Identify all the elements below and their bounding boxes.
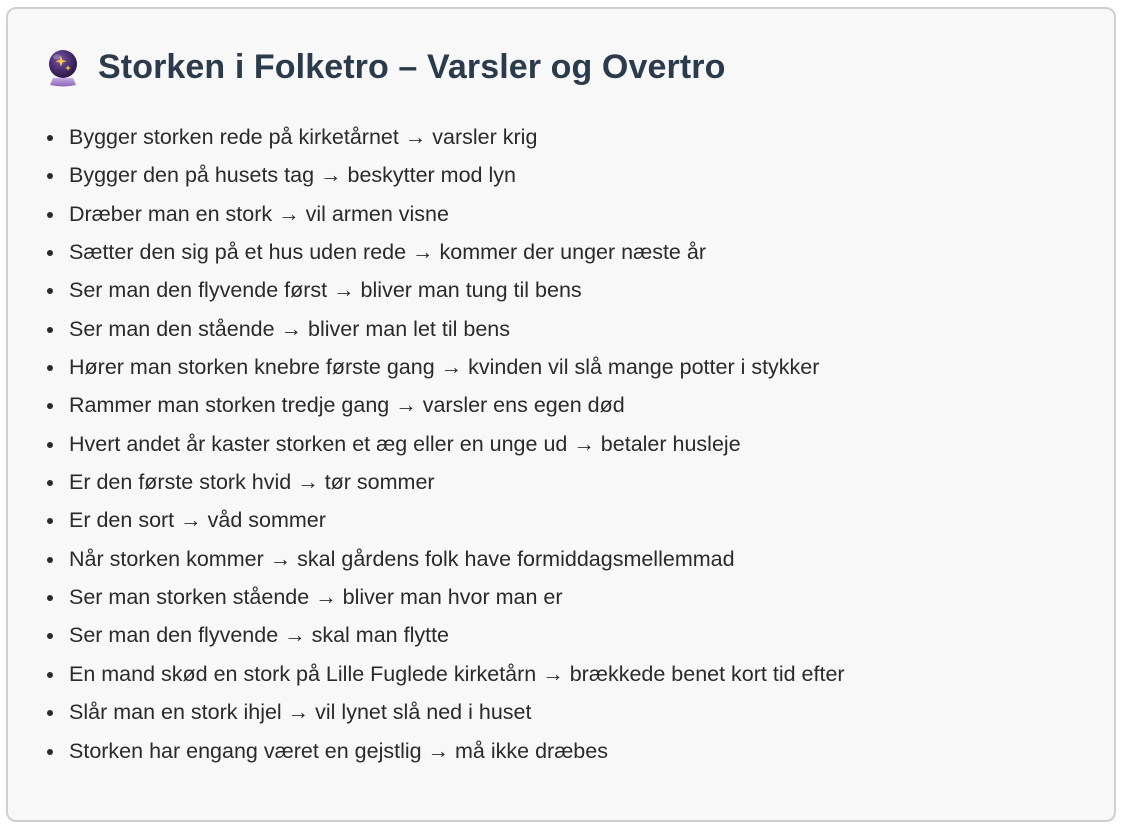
bullet — [47, 633, 53, 639]
bullet — [47, 327, 53, 333]
bullet — [47, 403, 53, 409]
list-item — [28, 233, 845, 271]
bullet — [47, 135, 53, 141]
bullet — [47, 288, 53, 294]
bullet — [47, 173, 53, 179]
bullet — [47, 749, 53, 755]
list-item-text: En mand skød en stork på Lille Fuglede kirketårn → brækkede benet kort tid efter — [69, 661, 845, 686]
list-item — [28, 195, 845, 233]
list-item-text: Slår man en stork ihjel → vil lynet slå ned i huset — [69, 700, 532, 725]
list-item-text: Bygger den på husets tag → beskytter mod lyn — [69, 163, 516, 188]
list-item-text: Bygger storken rede på kirketårnet → varsler krig — [69, 125, 538, 149]
list-item-text: Ser man den flyvende først → bliver man tung til bens — [69, 278, 582, 303]
title-row — [46, 43, 725, 91]
bullet — [47, 672, 53, 678]
list-item-text: Ser man storken stående → bliver man hvor man er — [69, 585, 563, 610]
list-item — [28, 348, 845, 386]
bullet — [47, 710, 53, 716]
list-item — [28, 156, 845, 194]
list-item — [28, 501, 845, 539]
bullet — [47, 365, 53, 371]
bullet — [47, 442, 53, 448]
content-card — [6, 7, 1116, 822]
list-item-text: Ser man den stående → bliver man let til bens — [69, 316, 510, 341]
list-item-text: Er den sort → våd sommer — [69, 508, 326, 533]
bullet — [47, 595, 53, 601]
page-title: Storken i Folketro – Varsler og Overtro — [98, 47, 726, 86]
list-item-text: Storken har engang været en gejstlig → må ikke dræbes — [69, 738, 608, 763]
bullet — [47, 557, 53, 563]
list-item — [28, 693, 845, 731]
list-item-text: Rammer man storken tredje gang → varsler ens egen død — [69, 393, 625, 418]
list-item — [28, 463, 845, 501]
bullet — [47, 250, 53, 256]
superstition-list — [28, 118, 845, 770]
bullet — [47, 518, 53, 524]
list-item-text: Ser man den flyvende → skal man flytte — [69, 623, 450, 648]
list-item — [28, 540, 845, 578]
list-item — [28, 425, 845, 463]
list-item — [28, 732, 845, 770]
list-item-text: Sætter den sig på et hus uden rede → kommer der unger næste år — [69, 240, 706, 265]
list-item — [28, 578, 845, 616]
crystal-ball-icon — [46, 47, 80, 87]
list-item-text: Hører man storken knebre første gang → kvinden vil slå mange potter i stykker — [69, 355, 820, 380]
list-item — [28, 118, 845, 156]
list-item — [28, 655, 845, 693]
list-item-text: Når storken kommer → skal gårdens folk have formiddagsmellemmad — [69, 546, 735, 571]
list-item — [28, 271, 845, 309]
bullet — [47, 212, 53, 218]
list-item — [28, 616, 845, 654]
list-item-text: Hvert andet år kaster storken et æg eller en unge ud → betaler husleje — [69, 431, 741, 456]
list-item — [28, 386, 845, 424]
list-item — [28, 310, 845, 348]
bullet — [47, 480, 53, 486]
list-item-text: Dræber man en stork → vil armen visne — [69, 201, 449, 226]
list-item-text: Er den første stork hvid → tør sommer — [69, 470, 435, 495]
